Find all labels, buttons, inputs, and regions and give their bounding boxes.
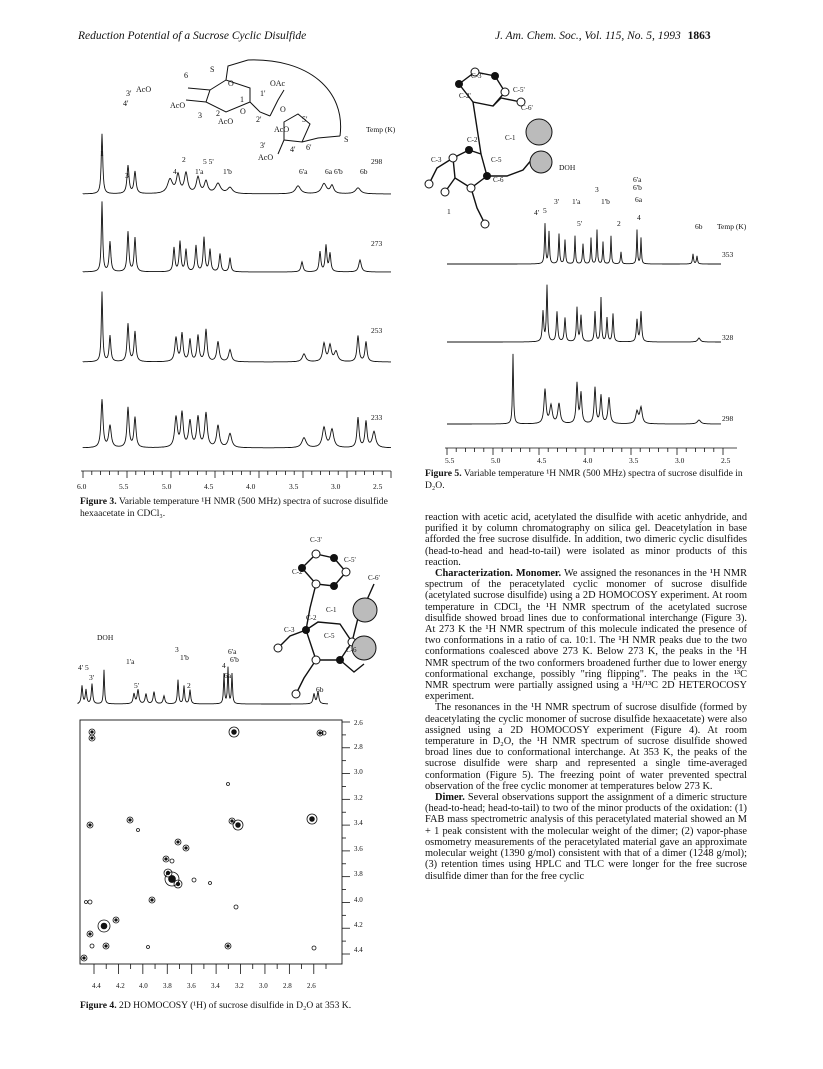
nmr-trace (83, 292, 391, 363)
model-label: C-6 (493, 176, 504, 184)
cross-peak-core (88, 932, 91, 935)
running-header-journal (495, 30, 711, 42)
peak-label: 2 (617, 219, 621, 228)
struct-label: 2' (256, 115, 262, 124)
x-tick-label: 3.8 (163, 982, 172, 990)
cross-peak-core (226, 944, 229, 947)
peak-label: 4 (637, 213, 641, 222)
figure-5-axis (445, 448, 737, 455)
figure-4-contour-frame (80, 720, 342, 964)
section-heading: Dimer. (435, 792, 465, 804)
struct-label: 1 (240, 95, 244, 104)
figure-3-spectra (83, 134, 391, 448)
peak-label: 6b (360, 167, 368, 176)
axis-tick-label: 5.5 (119, 482, 129, 491)
nmr-trace (78, 667, 328, 704)
paragraph (425, 792, 747, 882)
x-tick-label: 4.0 (139, 982, 148, 990)
x-tick-label: 2.6 (307, 982, 316, 990)
cross-peak-core (90, 736, 93, 739)
cross-peak (227, 783, 230, 786)
figure-5-caption-label: Figure 5. (425, 468, 462, 479)
peak-label: 2 (182, 155, 186, 164)
cross-peak-core (184, 846, 187, 849)
axis-tick-label: 5.5 (445, 456, 455, 465)
cross-peak (170, 859, 174, 863)
struct-label: O (280, 105, 286, 114)
x-tick-label: 4.4 (92, 982, 101, 990)
cross-peak-core (176, 840, 179, 843)
figure-3-temps (371, 157, 383, 422)
nmr-trace (447, 285, 721, 342)
struct-label: 4' (290, 145, 296, 154)
cross-peak-core (231, 729, 237, 735)
model-label: C-3' (471, 72, 483, 80)
cross-peak (209, 882, 212, 885)
y-tick-label: 3.4 (354, 819, 363, 827)
model-label: C-2 (467, 136, 478, 144)
struct-label: 1' (260, 89, 266, 98)
peak-label: 6'a (228, 647, 237, 656)
peak-label: 3' (89, 673, 95, 682)
figure-5-spectra (447, 223, 721, 424)
peak-label: 4 (222, 661, 226, 670)
running-header-title: Reduction Potential of a Sucrose Cyclic Disulfide (78, 30, 307, 42)
peak-label: 6'a (633, 175, 642, 184)
peak-label: 5' (577, 219, 583, 228)
section-heading: Characterization. Monomer. (435, 568, 562, 580)
peak-label: 6b (695, 222, 703, 231)
figure-3-peak-labels (100, 149, 368, 180)
model-label: C-6 (346, 646, 357, 654)
struct-label: AcO (258, 153, 274, 162)
model-label: C-2 (306, 614, 317, 622)
axis-tick-label: 4.5 (537, 456, 547, 465)
struct-label: AcO (218, 117, 234, 126)
cross-peak (147, 946, 150, 949)
axis-tick-label: 6.0 (77, 482, 87, 491)
paragraph: The resonances in the ¹H NMR spectrum of sucrose disulfide (formed by deacetylating the cyclic monomer of sucrose disulfide hexaacetate) were also assigned using a 2D HOMOCOSY experiment (Figure 4). At room temperature in D₂O, the ¹H NMR spectrum of sucrose disulfide showed broad lines due to conformational interchange. At 353 K, the peaks of the sucrose disulfide were sharp and represented a single time-averaged conformation (Figure 5). The freezing point of water prevented spectral observation of the free cyclic monomer at temperatures below 273 K. (425, 702, 747, 792)
cross-peak-core (166, 871, 170, 875)
temp-label: 353 (722, 250, 734, 259)
nmr-trace (83, 399, 391, 448)
peak-label: 1 (447, 207, 451, 216)
figure-4-model-atoms (274, 550, 377, 698)
y-tick-label: 3.2 (354, 794, 363, 802)
peak-label: 3 (125, 171, 129, 180)
cross-peak (192, 878, 196, 882)
temp-label: 273 (371, 239, 383, 248)
figure-3-caption-label: Figure 3. (80, 496, 117, 507)
figure-5-model-labels (431, 72, 533, 184)
peak-label: 3' (554, 197, 560, 206)
temp-label: 298 (722, 414, 734, 423)
y-tick-label: 2.6 (354, 719, 363, 727)
cross-peak-core (309, 816, 315, 822)
axis-tick-label: 4.5 (204, 482, 214, 491)
cross-peak-core (176, 882, 180, 886)
figure-3-caption-text: Variable temperature ¹H NMR (500 MHz) spectra of sucrose disulfide hexaacetate in CDCl₃. (80, 496, 388, 519)
x-tick-label: 3.6 (187, 982, 196, 990)
cross-peak (312, 946, 316, 950)
cross-peak (88, 900, 92, 904)
cross-peak (137, 829, 140, 832)
page-number: 1863 (687, 30, 711, 42)
y-tick-label: 4.0 (354, 896, 363, 904)
axis-tick-label: 5.0 (491, 456, 501, 465)
axis-tick-label: 4.0 (583, 456, 593, 465)
figure-5 (425, 58, 745, 468)
figure-4-caption (80, 1000, 410, 1012)
nmr-trace (83, 201, 391, 272)
struct-label: S (344, 135, 349, 144)
temp-label: 233 (371, 413, 383, 422)
axis-tick-label: 3.5 (629, 456, 639, 465)
model-label: C-1 (326, 606, 337, 614)
cross-peak-core (230, 819, 233, 822)
struct-label: O (240, 107, 246, 116)
struct-label: 2 (216, 109, 220, 118)
struct-label: O (228, 79, 234, 88)
figure-4-y-labels (354, 719, 363, 954)
temp-label: 253 (371, 326, 383, 335)
nmr-trace (447, 223, 721, 264)
cross-peak-core (104, 944, 107, 947)
peak-label: 6a 6'b (325, 167, 343, 176)
figure-5-molecular-model (429, 72, 533, 224)
struct-label: AcO (170, 101, 186, 110)
model-label: C-5' (513, 86, 525, 94)
cross-peak-core (88, 823, 91, 826)
figure-5-temps (722, 250, 734, 423)
peak-label: 5 5' (203, 157, 214, 166)
peak-label: 4' 5 (78, 663, 89, 672)
model-label: C-5 (491, 156, 502, 164)
cross-peak-core (90, 730, 93, 733)
doh-label: DOH (559, 163, 576, 172)
figure-4-peak-labels (78, 633, 324, 694)
paragraph-text: We assigned the resonances in the ¹H NMR spectrum of the peracetylated cyclic monomer of sucrose disulfide (acetylated sucrose disulfide) using a 2D HOMOCOSY experiment. At room temperature in CDCl₃ the ¹H NMR spectrum of the acetylated sucrose disulfide showed broad lines due to conformational interchange (Figure 3). At 273 K the ¹H NMR spectrum of this molecule indicated the presence of two conformations in a ratio of ca. 10:1. The ¹H NMR peaks due to the two conformations coalesced above 273 K. Below 273 K, the peaks in the ¹H NMR spectrum of the two conformers broadened further due to lower energy conformational exchange, possibly "ring flipping". The peaks in the ¹³C NMR spectrum were partially assigned using a ¹H/¹³C 2D HETEROCOSY experiment. (425, 568, 747, 703)
model-label: C-3 (284, 626, 295, 634)
peak-label: 6a (635, 195, 643, 204)
peak-label: 1 (100, 149, 104, 158)
x-tick-label: 4.2 (116, 982, 125, 990)
x-tick-label: 3.4 (211, 982, 220, 990)
temp-label: 298 (371, 157, 383, 166)
peak-label: 1'a (126, 657, 135, 666)
figure-3-caption (80, 496, 398, 519)
model-label: C-6' (521, 104, 533, 112)
cross-peak-core (128, 818, 131, 821)
peak-label: 6'b (633, 183, 642, 192)
y-tick-label: 2.8 (354, 743, 363, 751)
figure-3-structure-labels (123, 65, 348, 162)
figure-4-x-labels (92, 982, 316, 990)
axis-tick-label: 2.5 (373, 482, 383, 491)
cross-peak (90, 944, 94, 948)
temp-label: 328 (722, 333, 734, 342)
journal-citation: J. Am. Chem. Soc., Vol. 115, No. 5, 1993 (495, 30, 681, 42)
figure-5-axis-labels (445, 456, 731, 465)
temp-heading: Temp (K) (717, 222, 747, 231)
body-text (425, 512, 747, 882)
peak-label: 5 (543, 206, 547, 215)
figure-3-structure (186, 60, 341, 154)
axis-tick-label: 2.5 (721, 456, 731, 465)
paragraph: reaction with acetic acid, acetylated the disulfide with acetic anhydride, and purified it by column chromatography on silica gel. Deacetylation in base afforded the free sucrose disulfide. In addition, two dimeric cyclic disulfides (head-to-head and head-to-tail) were isolated as minor products of this reaction. (425, 512, 747, 568)
axis-tick-label: 5.0 (162, 482, 172, 491)
peak-label: DOH (97, 633, 114, 642)
struct-label: 3' (260, 141, 266, 150)
cross-peak-core (235, 822, 241, 828)
x-tick-label: 2.8 (283, 982, 292, 990)
model-label: C-2' (459, 92, 471, 100)
x-tick-label: 3.0 (259, 982, 268, 990)
peak-label: 6b (316, 685, 324, 694)
cross-peak (85, 901, 88, 904)
figure-4 (78, 528, 398, 996)
figure-4-1d-spectrum (78, 667, 328, 704)
x-tick-label: 3.2 (235, 982, 244, 990)
axis-tick-label: 4.0 (246, 482, 256, 491)
peak-label: 1'a (195, 167, 204, 176)
figure-5-caption-text: Variable temperature ¹H NMR (500 MHz) spectra of sucrose disulfide in D₂O. (425, 468, 743, 491)
paragraph-text: Several observations support the assignment of a dimeric structure (head-to-head; head-to-tail) to two of the minor products of the oxidation: (1) FAB mass spectrometric analysis of this peracetylated material showed an M + 1 peak consistent with the molecular weight of the dimer; (2) vapor-phase osmometry measurements of the peracetylated material gave an approximate molecular weight (1390 g/mol) consistent with that of a dimer (1248 g/mol); (3) retention times using HPLC and TLC were longer for the free sucrose disulfide dimer than for the free cyclic (425, 792, 748, 882)
y-tick-label: 4.2 (354, 921, 363, 929)
figure-4-x-axis (94, 964, 326, 974)
paragraph (425, 568, 747, 702)
peak-label: 4' (534, 208, 540, 217)
peak-label: 4 (173, 167, 177, 176)
model-label: C-6' (368, 574, 380, 582)
figure-4-caption-text: 2D HOMOCOSY (¹H) of sucrose disulfide in D₂O at 353 K. (119, 1000, 352, 1011)
peak-label: 1'b (180, 653, 189, 662)
y-tick-label: 3.6 (354, 845, 363, 853)
figure-3-axis-labels (77, 482, 383, 491)
model-label: C-3 (431, 156, 442, 164)
model-label: C-1 (505, 134, 516, 142)
struct-label: AcO (136, 85, 152, 94)
cross-peak-core (164, 857, 167, 860)
cross-peak-core (150, 898, 153, 901)
figure-3 (78, 50, 398, 495)
cross-peak-core (114, 918, 117, 921)
struct-label: 5' (302, 115, 308, 124)
figure-5-caption (425, 468, 747, 491)
y-tick-label: 3.8 (354, 870, 363, 878)
peak-label: 3 (175, 645, 179, 654)
figure-4-contours (81, 727, 326, 961)
cross-peak-core (82, 956, 85, 959)
axis-tick-label: 3.0 (675, 456, 685, 465)
y-tick-label: 4.4 (354, 946, 363, 954)
peak-label: 2 (187, 681, 191, 690)
struct-label: 6' (306, 143, 312, 152)
figure-5-model-atoms (425, 68, 552, 228)
peak-label: 1'b (223, 167, 232, 176)
peak-label: 6'a (299, 167, 308, 176)
cross-peak-core (318, 731, 321, 734)
axis-tick-label: 3.0 (331, 482, 341, 491)
struct-label: 6 (184, 71, 188, 80)
peak-label: 3 (595, 185, 599, 194)
peak-label: 5' (134, 681, 140, 690)
struct-label: 3' (126, 89, 132, 98)
y-tick-label: 3.0 (354, 768, 363, 776)
peak-label: 1'b (601, 197, 610, 206)
figure-3-axis (81, 471, 391, 478)
temp-heading: Temp (K) (366, 125, 396, 134)
struct-label: 4' (123, 99, 129, 108)
cross-peak-core (101, 923, 108, 930)
nmr-trace (447, 354, 721, 424)
peak-label: 6a (224, 671, 232, 680)
model-label: C-3' (310, 536, 322, 544)
struct-label: 3 (198, 111, 202, 120)
struct-label: OAc (270, 79, 286, 88)
figure-4-caption-label: Figure 4. (80, 1000, 117, 1011)
axis-tick-label: 3.5 (289, 482, 299, 491)
peak-label: 6'b (230, 655, 239, 664)
model-label: C-5' (344, 556, 356, 564)
struct-label: S (210, 65, 215, 74)
cross-peak (234, 905, 238, 909)
peak-label: 1'a (572, 197, 581, 206)
struct-label: AcO (274, 125, 290, 134)
model-label: C-5 (324, 632, 335, 640)
figure-4-y-axis (342, 722, 350, 954)
model-label: C-2' (292, 568, 304, 576)
